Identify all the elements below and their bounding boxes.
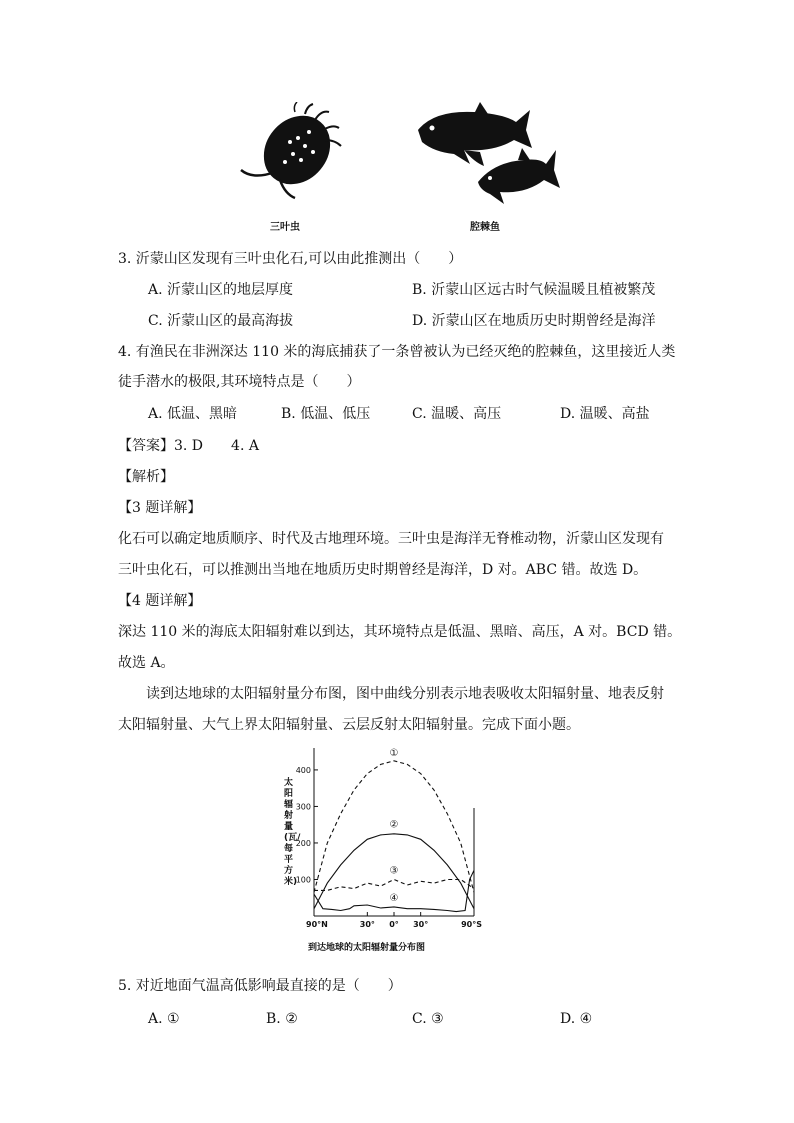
y-tick-label: 400 [295,765,311,775]
chart-ylabel: 太阳辐射量(瓦/每平方米) [284,778,301,887]
coelacanth-icon [414,100,564,205]
question-4-option-a: A. 低温、黑暗 [148,406,238,422]
question-4-option-c: C. 温暖、高压 [412,406,502,422]
trilobite-caption: 三叶虫 [270,222,300,233]
question-5-option-a: A. ① [148,1011,180,1027]
question-3-option-b: B. 沂蒙山区远古时气候温暖且植被繁茂 [412,282,656,298]
question-3-option-a: A. 沂蒙山区的地层厚度 [148,282,294,298]
trilobite-figure [235,102,345,202]
y-tick-label: 300 [295,802,311,812]
series-label-1: ① [389,747,399,759]
question-4-stem-line2: 徒手潜水的极限,其环境特点是（ ） [118,374,361,390]
series-label-4: ④ [389,892,399,904]
coelacanth-figure [414,100,564,205]
question-5-option-d: D. ④ [560,1011,593,1027]
chart-title: 到达地球的太阳辐射量分布图 [308,943,426,953]
question-4-stem-line1: 4. 有渔民在非洲深达 110 米的海底捕获了一条曾被认为已经灭绝的腔棘鱼，这里接近人类 [118,344,676,360]
question-5-option-b: B. ② [266,1011,298,1027]
question-5-stem: 5. 对近地面气温高低影响最直接的是（ ） [118,978,402,994]
trilobite-icon [235,102,345,202]
x-tick-label: 0° [389,920,399,929]
series-line-3 [314,880,474,891]
x-tick-label: 90°N [306,920,328,929]
question-5-option-c: C. ③ [412,1011,444,1027]
y-tick-label: 100 [295,875,311,885]
question-4-option-d: D. 温暖、高盐 [560,406,650,422]
analysis-label: 【解析】 [118,469,174,485]
question-4-option-b: B. 低温、低压 [281,406,371,422]
q3-detail-label: 【3 题详解】 [118,500,202,516]
solar-radiation-chart [270,740,490,960]
coelacanth-caption: 腔棘鱼 [470,222,500,233]
intro-line2: 太阳辐射量、大气上界太阳辐射量、云层反射太阳辐射量。完成下面小题。 [118,717,580,733]
q4-detail-line2: 故选 A。 [118,655,175,671]
series-label-3: ③ [389,865,399,877]
y-tick-label: 200 [295,838,311,848]
question-3-option-c: C. 沂蒙山区的最高海拔 [148,313,294,329]
series-label-2: ② [389,819,399,831]
x-tick-label: 90°S [461,920,482,929]
q4-detail-line1: 深达 110 米的海底太阳辐射难以到达，其环境特点是低温、黑暗、高压，A 对。BCD 错。 [118,624,682,640]
intro-line1: 读到达地球的太阳辐射量分布图，图中曲线分别表示地表吸收太阳辐射量、地表反射 [146,686,664,702]
x-tick-label: 30° [359,920,375,929]
question-3-option-d: D. 沂蒙山区在地质历史时期曾经是海洋 [412,313,656,329]
answer-label: 【答案】 [118,438,174,454]
x-tick-label: 30° [413,920,429,929]
answer-line [118,436,259,456]
q4-detail-label: 【4 题详解】 [118,593,202,609]
q3-detail-line1: 化石可以确定地质顺序、时代及古地理环境。三叶虫是海洋无脊椎动物，沂蒙山区发现有 [118,531,664,547]
q3-detail-line2: 三叶虫化石，可以推测出当地在地质历史时期曾经是海洋，D 对。ABC 错。故选 D。 [118,562,648,578]
question-3-stem: 3. 沂蒙山区发现有三叶虫化石,可以由此推测出（ ） [118,251,463,267]
answer-text: 3. D 4. A [174,438,259,454]
